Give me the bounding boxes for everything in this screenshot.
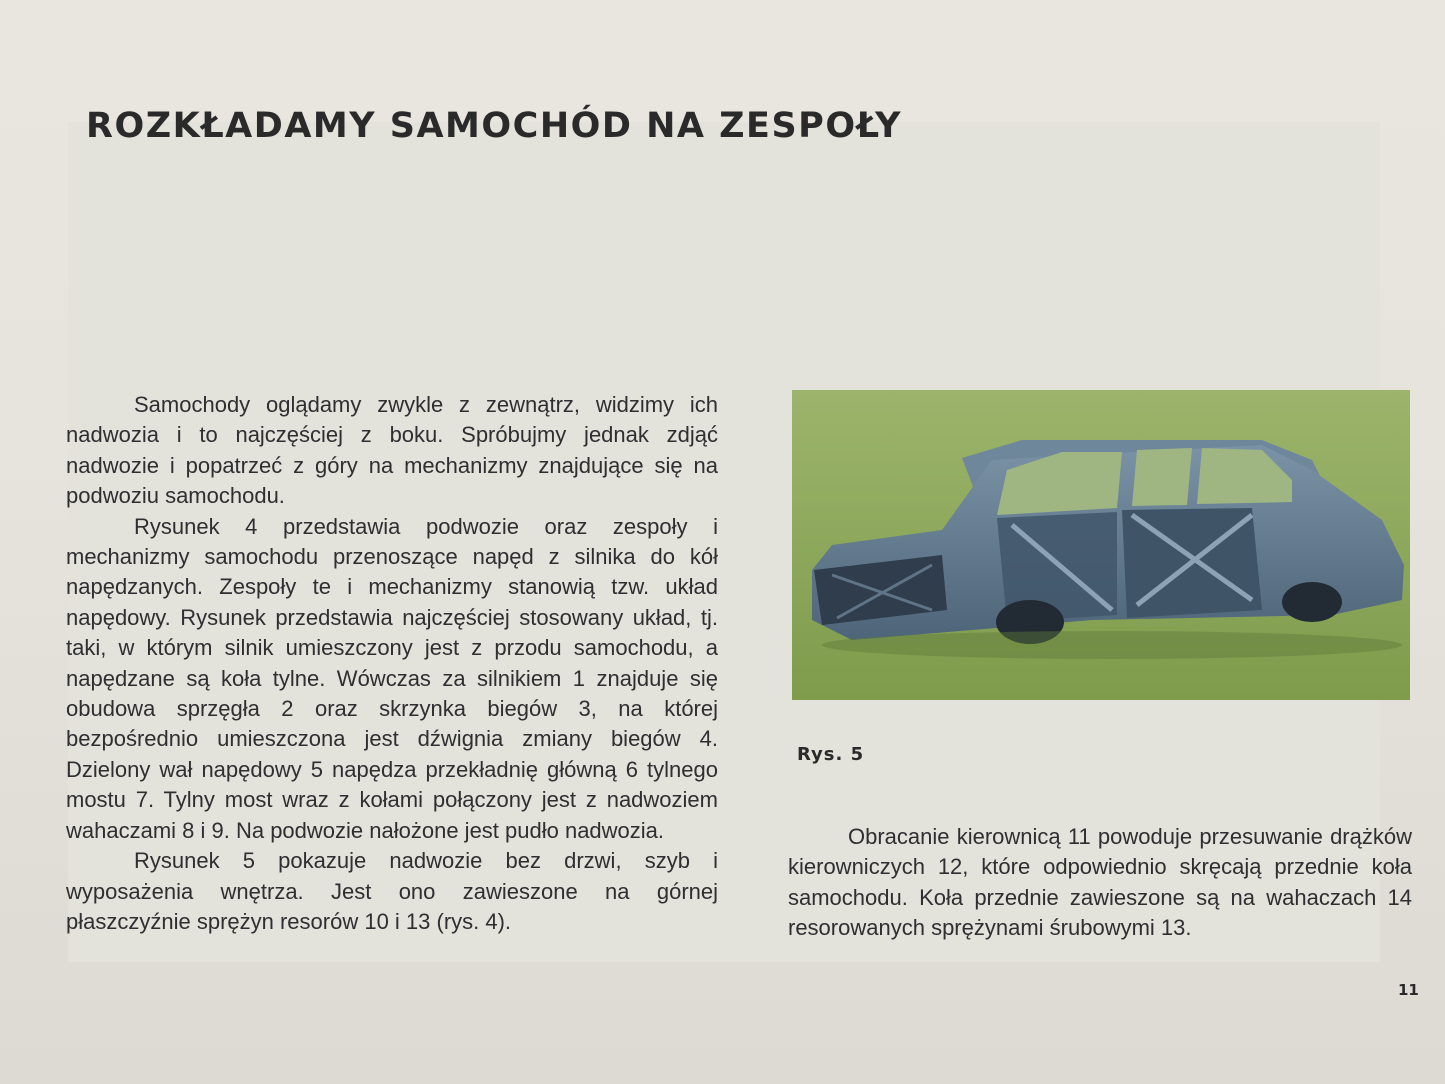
page-number: 11 [1398, 981, 1419, 999]
right-text-column [788, 822, 1412, 944]
paragraph-steering: Obracanie kierownicą 11 powoduje przesuwanie drążków kierowniczych 12, które odpowiednio skręcają przednie koła samochodu. Koła przednie zawieszone są na wahaczach 14 resorowanych sprężynami śrubowymi 13. [788, 824, 1412, 941]
car-body-illustration [792, 390, 1410, 700]
car-body-photo [792, 390, 1410, 700]
paragraph-intro: Samochody oglądamy zwykle z zewnątrz, widzimy ich nadwozia i to najczęściej z boku. Spróbujmy jednak zdjąć nadwozie i popatrzeć z góry na mechanizmy znajdujące się na podwoziu samochodu. [66, 392, 718, 509]
paragraph-drivetrain: Rysunek 4 przedstawia podwozie oraz zespoły i mechanizmy samochodu przenoszące napęd z silnika do kół napędzanych. Zespoły te i mechanizmy stanowią tzw. układ napędowy. Rysunek przedstawia najczęściej stosowany układ, tj. taki, w którym silnik umieszczony jest z przodu samochodu, a napędzane są koła tylne. Wówczas za silnikiem 1 znajduje się obudowa sprzęgła 2 oraz skrzynka biegów 3, na której bezpośrednio umieszczona jest dźwignia zmiany biegów 4. Dzielony wał napędowy 5 napędza przekładnię główną 6 tylnego mostu 7. Tylny most wraz z kołami połączony jest z nadwoziem wahaczami 8 i 9. Na podwozie nałożone jest pudło nadwozia. [66, 513, 718, 843]
page-title: ROZKŁADAMY SAMOCHÓD NA ZESPOŁY [86, 106, 902, 146]
main-text-column [66, 390, 718, 937]
figure-caption: Rys. 5 [797, 744, 865, 765]
paragraph-body-shell: Rysunek 5 pokazuje nadwozie bez drzwi, szyb i wyposażenia wnętrza. Jest ono zawieszone na górnej płaszczyźnie sprężyn resorów 10 i 13 (rys. 4). [66, 848, 718, 934]
